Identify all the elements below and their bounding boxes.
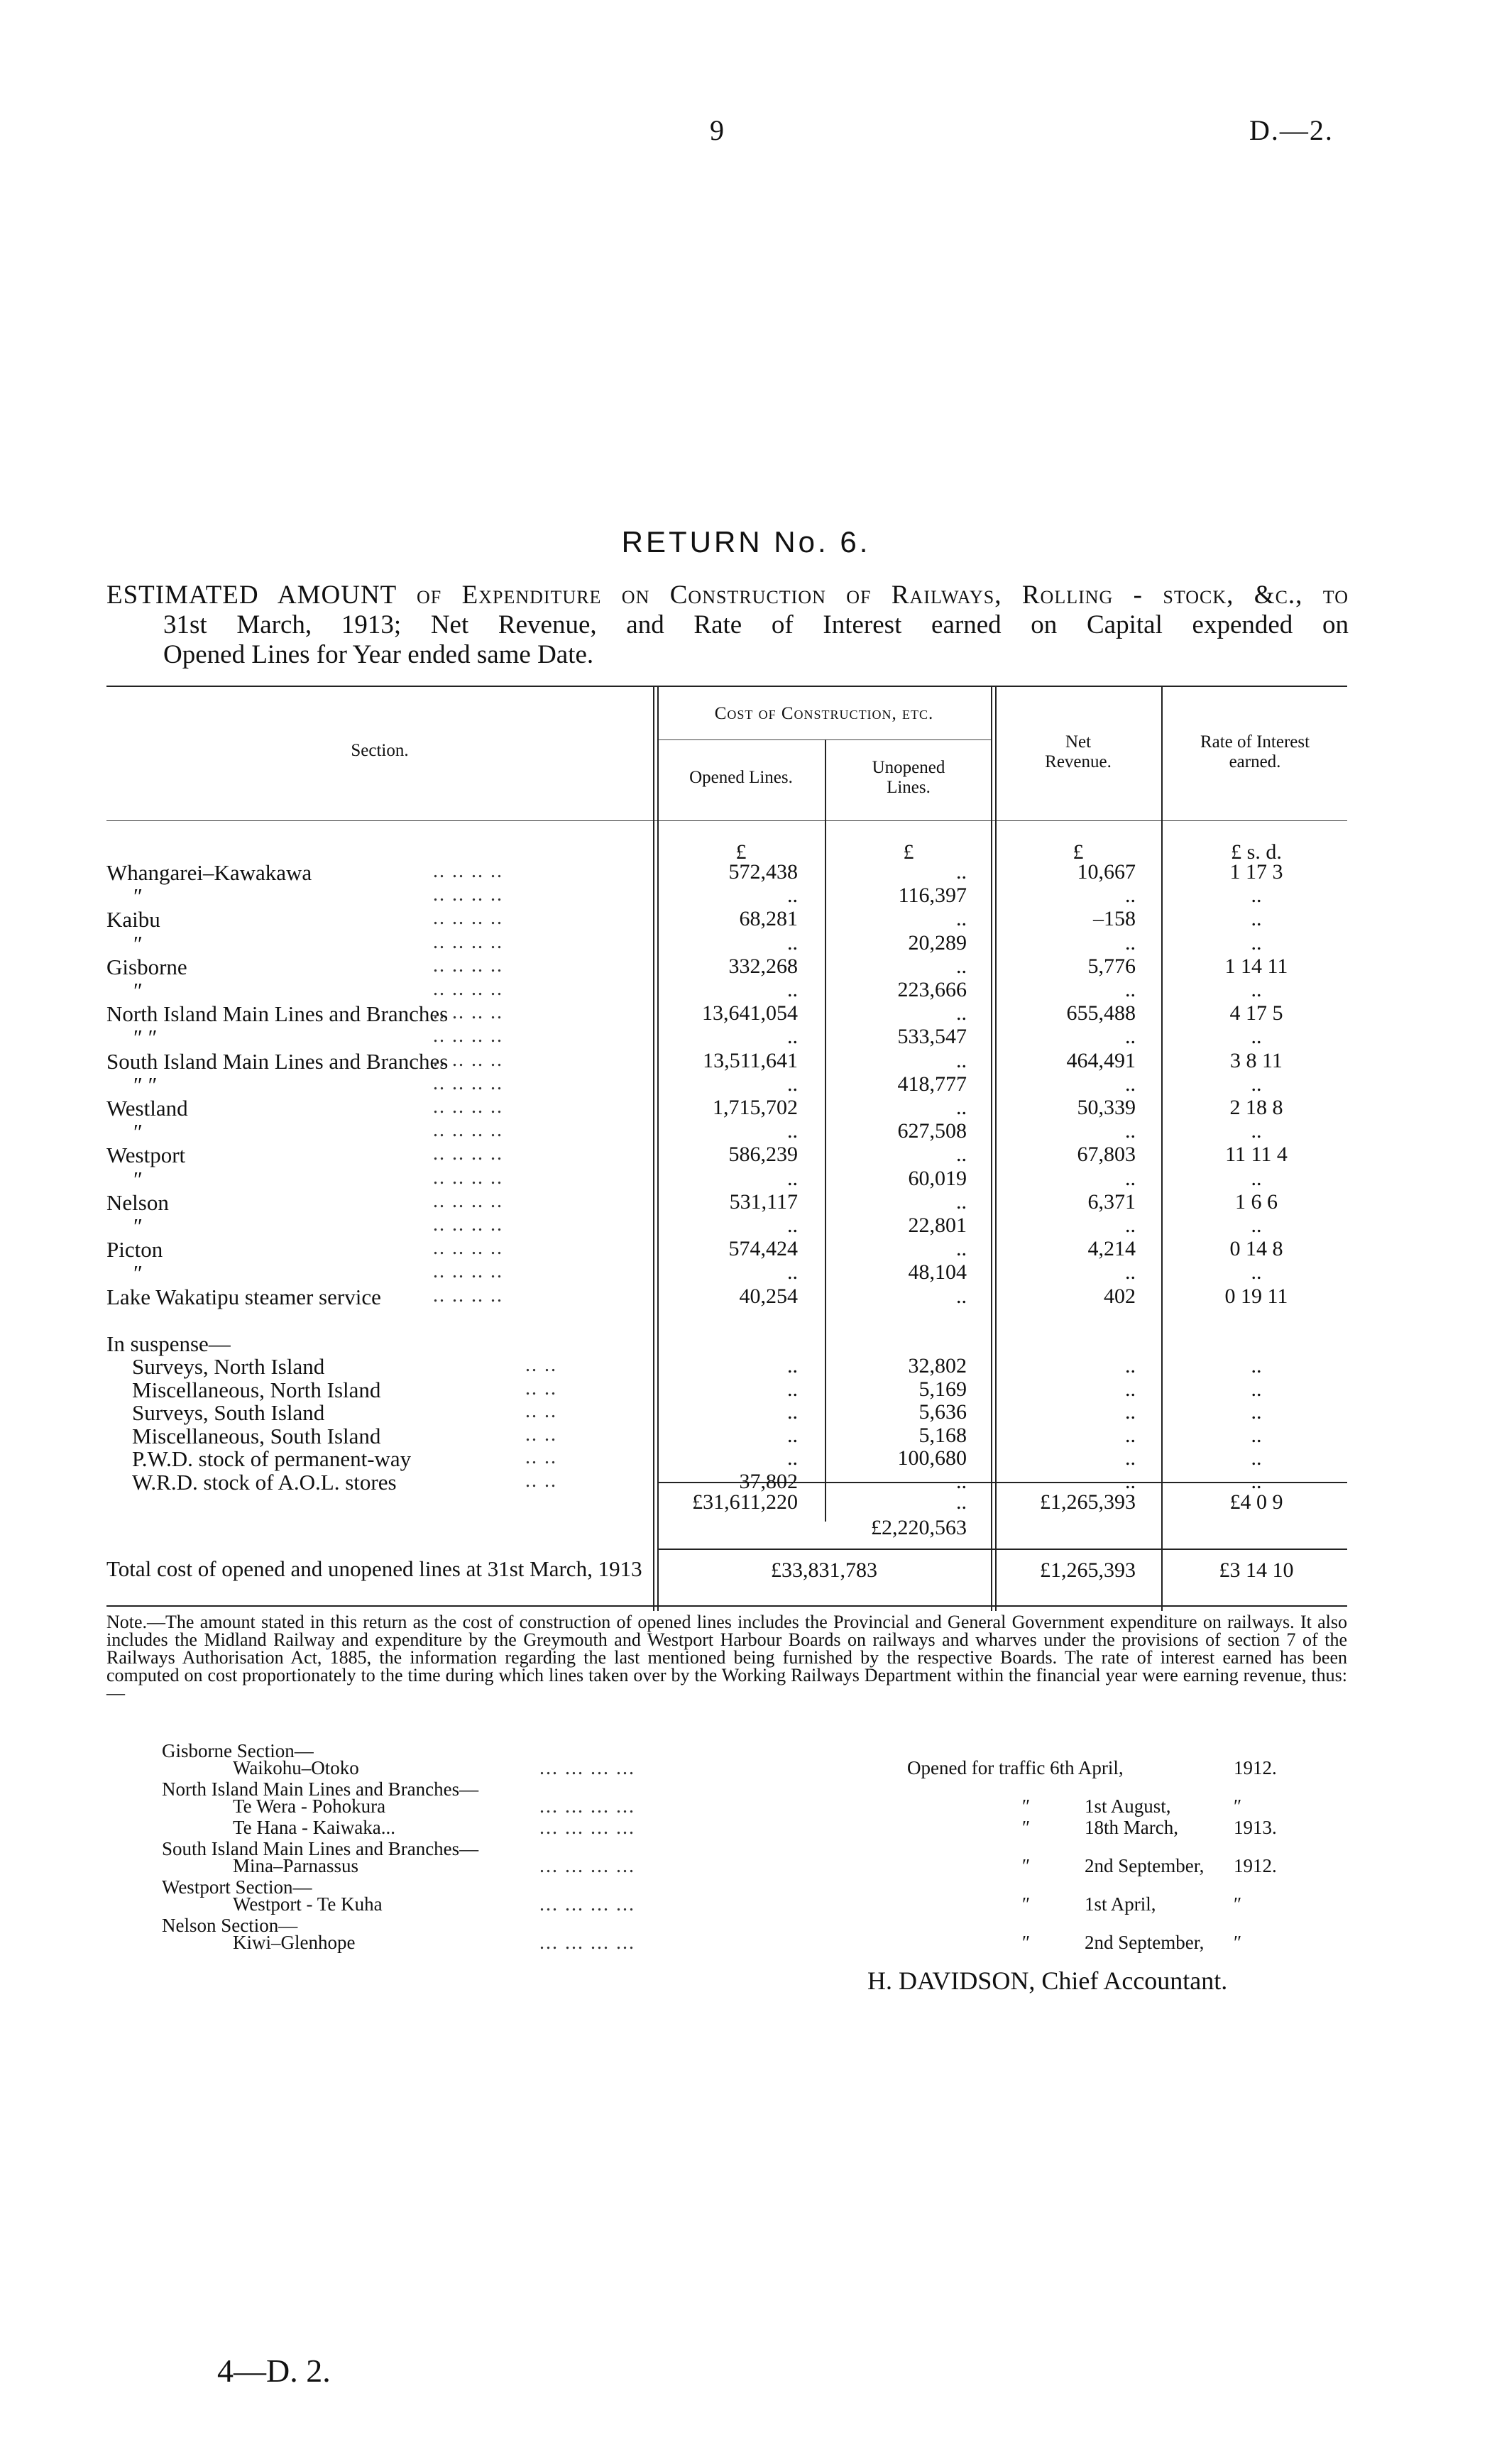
- note-line-date: 1st August,: [1085, 1795, 1171, 1817]
- leader-dots: .. ..: [525, 1377, 557, 1399]
- row-section-label: ″ ″: [133, 1025, 158, 1050]
- note-group-heading: Gisborne Section—: [162, 1740, 314, 1761]
- leader-dots: .. ..: [525, 1470, 557, 1492]
- leader-dots: ... ... ... ...: [539, 1855, 635, 1877]
- subtotal-rate: £4 0 9: [1229, 1490, 1283, 1514]
- note-line-year: 1913.: [1234, 1817, 1277, 1838]
- row-unopened-lines: ..: [956, 1096, 967, 1119]
- row-unopened-lines: ..: [956, 955, 967, 978]
- row-net-revenue: ..: [1125, 884, 1136, 907]
- row-unopened-lines: 223,666: [897, 978, 967, 1001]
- row-net-revenue: 5,776: [1087, 955, 1136, 978]
- suspense-row-rate: ..: [1251, 1446, 1262, 1470]
- row-opened-lines: 572,438: [728, 860, 798, 884]
- row-opened-lines: ..: [787, 1025, 798, 1048]
- row-section-label: Westland: [106, 1096, 188, 1121]
- unit-net: £: [1073, 840, 1084, 864]
- return-subtitle: [106, 581, 1349, 670]
- subtitle-line-2: 31st March, 1913; Net Revenue, and Rate of Interest earned on Capital expended on: [163, 610, 1349, 639]
- suspense-row-unopened: 100,680: [897, 1446, 967, 1470]
- row-opened-lines: 531,117: [729, 1190, 798, 1214]
- col-divider-4: [1161, 686, 1163, 1611]
- leader-dots: ... ... ... ...: [539, 1757, 635, 1779]
- row-section-label: ″: [133, 978, 143, 1003]
- row-opened-lines: 574,424: [728, 1237, 798, 1260]
- unit-opened: £: [735, 840, 747, 864]
- suspense-row-net: ..: [1125, 1377, 1136, 1401]
- leader-dots: .. .. .. ..: [433, 860, 503, 882]
- row-unopened-lines: 20,289: [908, 931, 967, 955]
- row-rate-of-interest: ..: [1251, 1214, 1262, 1237]
- note-line-status: ″: [1022, 1795, 1031, 1817]
- suspense-row-rate: ..: [1251, 1377, 1262, 1401]
- subtotal-unopened-dots: ..: [956, 1490, 967, 1514]
- row-opened-lines: 40,254: [739, 1285, 798, 1308]
- leader-dots: .. .. .. ..: [433, 1049, 503, 1071]
- suspense-row-unopened: 5,168: [918, 1424, 967, 1447]
- leader-dots: .. .. .. ..: [433, 1072, 503, 1094]
- row-opened-lines: ..: [787, 884, 798, 907]
- cost-group-rule: [657, 739, 991, 740]
- row-opened-lines: 332,268: [728, 955, 798, 978]
- note-group-heading: North Island Main Lines and Branches—: [162, 1778, 479, 1800]
- header-opened-lines: Opened Lines.: [689, 768, 793, 787]
- row-unopened-lines: ..: [956, 1190, 967, 1214]
- row-rate-of-interest: 1 17 3: [1229, 860, 1283, 884]
- row-section-label: Nelson: [106, 1190, 169, 1215]
- row-rate-of-interest: ..: [1251, 1167, 1262, 1190]
- leader-dots: .. .. .. ..: [433, 1237, 503, 1259]
- leader-dots: .. .. .. ..: [433, 1190, 503, 1212]
- row-net-revenue: 67,803: [1077, 1143, 1136, 1166]
- note-line-status: Opened for traffic 6th April,: [907, 1757, 1124, 1778]
- suspense-label: In suspense—: [106, 1331, 231, 1356]
- note-line-status: ″: [1022, 1855, 1031, 1876]
- note-line-status: ″: [1022, 1932, 1031, 1953]
- note-line-name: Te Hana - Kaiwaka...: [233, 1817, 395, 1838]
- row-rate-of-interest: 3 8 11: [1230, 1049, 1283, 1072]
- col-divider-1: [653, 686, 654, 1611]
- suspense-row-unopened: 5,169: [918, 1377, 967, 1401]
- row-section-label: Gisborne: [106, 955, 187, 979]
- row-net-revenue: 4,214: [1087, 1237, 1136, 1260]
- row-opened-lines: ..: [787, 1260, 798, 1284]
- row-rate-of-interest: ..: [1251, 884, 1262, 907]
- suspense-row-opened: ..: [787, 1446, 798, 1470]
- leader-dots: .. .. .. ..: [433, 1260, 503, 1282]
- row-rate-of-interest: ..: [1251, 1072, 1262, 1096]
- leader-dots: .. .. .. ..: [433, 978, 503, 1000]
- row-section-label: Lake Wakatipu steamer service: [106, 1285, 381, 1309]
- row-unopened-lines: ..: [956, 1285, 967, 1308]
- suspense-row-opened: ..: [787, 1377, 798, 1401]
- note-line-date: 2nd September,: [1085, 1855, 1205, 1876]
- total-label: Total cost of opened and unopened lines at 31st March, 1913: [106, 1556, 642, 1581]
- note-paragraph: Note.—The amount stated in this return as the cost of construction of opened lines includes the Provincial and General Government expenditure on railways. It also includes the Midland Railway and expenditure by the Greymouth and Westport Harbour Boards on railways and wharves under the provisions of section 7 of the Railways Authorisation Act, 1885, the information regarding the last mentioned being furnished by the respective Boards. The rate of interest earned has been computed on cost proportionately to the time during which lines taken over by the Working Railways Department within the financial year were earning revenue, thus:—: [106, 1612, 1347, 1703]
- row-opened-lines: 68,281: [739, 907, 798, 930]
- suspense-row-opened: ..: [787, 1354, 798, 1377]
- suspense-row-label: Surveys, North Island: [132, 1354, 325, 1379]
- row-net-revenue: 50,339: [1077, 1096, 1136, 1119]
- note-line-name: Te Wera - Pohokura: [233, 1795, 386, 1817]
- row-rate-of-interest: 1 14 11: [1224, 955, 1288, 978]
- row-rate-of-interest: 11 11 4: [1225, 1143, 1288, 1166]
- leader-dots: ... ... ... ...: [539, 1932, 635, 1954]
- leader-dots: .. ..: [525, 1400, 557, 1422]
- suspense-row-label: P.W.D. stock of permanent-way: [132, 1446, 412, 1471]
- note-line-date: 18th March,: [1085, 1817, 1178, 1838]
- row-opened-lines: ..: [787, 1072, 798, 1096]
- note-line-name: Waikohu–Otoko: [233, 1757, 359, 1778]
- row-net-revenue: –158: [1093, 907, 1136, 930]
- note-line-year: ″: [1234, 1932, 1242, 1953]
- row-unopened-lines: 116,397: [898, 884, 967, 907]
- row-rate-of-interest: ..: [1251, 978, 1262, 1001]
- row-section-label: Picton: [106, 1237, 163, 1262]
- row-rate-of-interest: ..: [1251, 1119, 1262, 1143]
- row-unopened-lines: ..: [956, 1237, 967, 1260]
- leader-dots: .. ..: [525, 1446, 557, 1468]
- leader-dots: .. .. .. ..: [433, 1119, 503, 1141]
- total-net-revenue: £1,265,393: [1040, 1558, 1136, 1582]
- leader-dots: .. .. .. ..: [433, 1001, 503, 1023]
- row-rate-of-interest: 0 19 11: [1224, 1285, 1288, 1308]
- total-rate: £3 14 10: [1219, 1558, 1294, 1582]
- suspense-row-opened: ..: [787, 1424, 798, 1447]
- row-opened-lines: ..: [787, 1167, 798, 1190]
- note-line-status: ″: [1022, 1817, 1031, 1838]
- suspense-row-net: ..: [1125, 1354, 1136, 1377]
- footer-code: 4—D. 2.: [217, 2353, 331, 2389]
- suspense-row-net: ..: [1125, 1400, 1136, 1424]
- row-section-label: ″: [133, 1119, 143, 1144]
- suspense-row-rate: ..: [1251, 1354, 1262, 1377]
- note-line-year: 1912.: [1234, 1757, 1277, 1778]
- leader-dots: .. .. .. ..: [433, 1096, 503, 1118]
- suspense-row-opened: ..: [787, 1400, 798, 1424]
- row-net-revenue: ..: [1125, 1119, 1136, 1143]
- header-rate-of-interest: Rate of Interest earned.: [1200, 732, 1310, 771]
- row-opened-lines: 1,715,702: [713, 1096, 798, 1119]
- leader-dots: .. .. .. ..: [433, 1143, 503, 1165]
- row-net-revenue: ..: [1125, 1072, 1136, 1096]
- leader-dots: ... ... ... ...: [539, 1817, 635, 1839]
- leader-dots: .. .. .. ..: [433, 884, 503, 906]
- row-rate-of-interest: 4 17 5: [1229, 1001, 1283, 1025]
- row-rate-of-interest: 1 6 6: [1235, 1190, 1278, 1214]
- note-line-name: Kiwi–Glenhope: [233, 1932, 356, 1953]
- row-opened-lines: 13,641,054: [702, 1001, 798, 1025]
- row-section-label: ″: [133, 1167, 143, 1192]
- signature: H. DAVIDSON, Chief Accountant.: [867, 1967, 1228, 1995]
- leader-dots: .. ..: [525, 1354, 557, 1376]
- row-net-revenue: ..: [1125, 931, 1136, 955]
- suspense-row-net: ..: [1125, 1446, 1136, 1470]
- row-section-label: ″: [133, 884, 143, 908]
- leader-dots: ... ... ... ...: [539, 1795, 635, 1817]
- unit-rate: £ s. d.: [1231, 840, 1282, 864]
- row-unopened-lines: 60,019: [908, 1167, 967, 1190]
- suspense-row-label: Miscellaneous, North Island: [132, 1377, 381, 1402]
- leader-dots: .. .. .. ..: [433, 907, 503, 929]
- row-rate-of-interest: 2 18 8: [1229, 1096, 1283, 1119]
- subtotal-net-revenue: £1,265,393: [1040, 1490, 1136, 1514]
- leader-dots: .. ..: [525, 1424, 557, 1446]
- total-top-rule: [657, 1549, 1347, 1550]
- page-number: 9: [710, 114, 724, 146]
- row-section-label: South Island Main Lines and Branches: [106, 1049, 449, 1074]
- header-section: Section.: [351, 741, 409, 760]
- unit-unopened: £: [903, 840, 914, 864]
- return-title: RETURN No. 6.: [621, 525, 871, 559]
- suspense-row-rate: ..: [1251, 1424, 1262, 1447]
- row-net-revenue: 10,667: [1077, 860, 1136, 884]
- row-net-revenue: ..: [1125, 1214, 1136, 1237]
- header-net-revenue: Net Revenue.: [1045, 732, 1112, 771]
- leader-dots: .. .. .. ..: [433, 1167, 503, 1189]
- row-opened-lines: ..: [787, 1119, 798, 1143]
- row-unopened-lines: ..: [956, 1143, 967, 1166]
- total-cost: £33,831,783: [771, 1558, 877, 1582]
- row-net-revenue: 464,491: [1066, 1049, 1136, 1072]
- note-group-heading: South Island Main Lines and Branches—: [162, 1838, 479, 1859]
- header-unopened-lines: Unopened Lines.: [872, 758, 945, 797]
- leader-dots: .. .. .. ..: [433, 1214, 503, 1236]
- row-net-revenue: ..: [1125, 1025, 1136, 1048]
- header-cost-group: Cost of Construction, etc.: [714, 704, 934, 723]
- row-unopened-lines: 533,547: [897, 1025, 967, 1048]
- row-opened-lines: ..: [787, 1214, 798, 1237]
- suspense-row-rate: ..: [1251, 1400, 1262, 1424]
- row-opened-lines: ..: [787, 931, 798, 955]
- row-opened-lines: 586,239: [728, 1143, 798, 1166]
- row-net-revenue: ..: [1125, 1167, 1136, 1190]
- suspense-row-unopened: 32,802: [908, 1354, 967, 1377]
- row-section-label: ″: [133, 1214, 143, 1238]
- document-code: D.—2.: [1249, 114, 1334, 146]
- suspense-row-unopened: ..: [956, 1470, 967, 1493]
- row-opened-lines: ..: [787, 978, 798, 1001]
- row-unopened-lines: 418,777: [897, 1072, 967, 1096]
- leader-dots: .. .. .. ..: [433, 1025, 503, 1047]
- row-net-revenue: ..: [1125, 1260, 1136, 1284]
- suspense-row-net: ..: [1125, 1424, 1136, 1447]
- subtotal-opened: £31,611,220: [692, 1490, 798, 1514]
- row-section-label: ″: [133, 931, 143, 956]
- suspense-row-net: ..: [1125, 1470, 1136, 1493]
- note-line-status: ″: [1022, 1893, 1031, 1915]
- row-rate-of-interest: ..: [1251, 907, 1262, 930]
- suspense-row-label: Miscellaneous, South Island: [132, 1424, 381, 1448]
- row-unopened-lines: ..: [956, 860, 967, 884]
- note-line-year: ″: [1234, 1795, 1242, 1817]
- suspense-row-label: W.R.D. stock of A.O.L. stores: [132, 1470, 397, 1495]
- note-line-year: 1912.: [1234, 1855, 1277, 1876]
- row-section-label: Westport: [106, 1143, 186, 1167]
- row-section-label: ″: [133, 1260, 143, 1285]
- row-unopened-lines: ..: [956, 1049, 967, 1072]
- note-line-name: Mina–Parnassus: [233, 1855, 358, 1876]
- note-group-heading: Westport Section—: [162, 1876, 312, 1898]
- leader-dots: .. .. .. ..: [433, 931, 503, 953]
- row-section-label: Kaibu: [106, 907, 160, 932]
- col-divider-3: [991, 686, 992, 1611]
- row-net-revenue: 6,371: [1087, 1190, 1136, 1214]
- note-line-year: ″: [1234, 1893, 1242, 1915]
- leader-dots: ... ... ... ...: [539, 1893, 635, 1915]
- row-unopened-lines: 627,508: [897, 1119, 967, 1143]
- row-rate-of-interest: ..: [1251, 931, 1262, 955]
- row-unopened-lines: 48,104: [908, 1260, 967, 1284]
- suspense-row-unopened: 5,636: [918, 1400, 967, 1424]
- note-line-date: 1st April,: [1085, 1893, 1156, 1915]
- row-unopened-lines: ..: [956, 907, 967, 930]
- row-unopened-lines: ..: [956, 1001, 967, 1025]
- row-net-revenue: 655,488: [1066, 1001, 1136, 1025]
- note-line-name: Westport - Te Kuha: [233, 1893, 383, 1915]
- subtotal-unopened: £2,220,563: [871, 1516, 967, 1539]
- suspense-row-label: Surveys, South Island: [132, 1400, 325, 1425]
- row-rate-of-interest: 0 14 8: [1229, 1237, 1283, 1260]
- row-rate-of-interest: ..: [1251, 1260, 1262, 1284]
- table-bottom-rule: [106, 1605, 1347, 1607]
- row-unopened-lines: 22,801: [908, 1214, 967, 1237]
- leader-dots: .. .. .. ..: [433, 1285, 503, 1307]
- note-line-date: 2nd September,: [1085, 1932, 1205, 1953]
- subtitle-line-1: ESTIMATED AMOUNT of Expenditure on Construction of Railways, Rolling - stock, &c., to: [106, 581, 1349, 610]
- leader-dots: .. .. .. ..: [433, 955, 503, 977]
- note-group-heading: Nelson Section—: [162, 1915, 298, 1936]
- row-opened-lines: 13,511,641: [703, 1049, 798, 1072]
- suspense-row-rate: ..: [1251, 1470, 1262, 1493]
- row-section-label: Whangarei–Kawakawa: [106, 860, 312, 885]
- row-net-revenue: 402: [1104, 1285, 1136, 1308]
- subtitle-line-3: Opened Lines for Year ended same Date.: [163, 640, 594, 669]
- row-net-revenue: ..: [1125, 978, 1136, 1001]
- row-section-label: North Island Main Lines and Branches: [106, 1001, 449, 1026]
- suspense-row-opened: 37,802: [739, 1470, 798, 1493]
- row-rate-of-interest: ..: [1251, 1025, 1262, 1048]
- row-section-label: ″ ″: [133, 1072, 158, 1097]
